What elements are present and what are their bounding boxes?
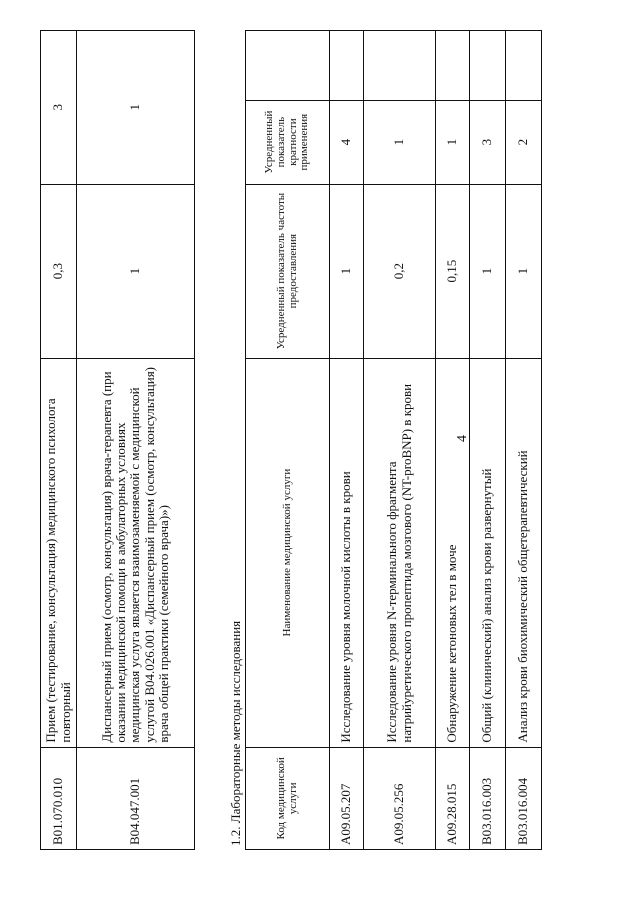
service-code: B03.016.004 bbox=[506, 747, 542, 849]
header-frequency: Усредненный показатель частоты предоставления bbox=[246, 184, 330, 358]
service-code: A09.28.015 bbox=[436, 747, 470, 849]
multiplicity-value: 1 bbox=[364, 100, 436, 184]
lab-methods-table bbox=[245, 30, 542, 850]
frequency-value: 0,3 bbox=[41, 184, 77, 358]
section-title: 1.2. Лабораторные методы исследования bbox=[228, 620, 243, 846]
page-number: 4 bbox=[455, 435, 470, 442]
service-name: Анализ крови биохимический общетерапевтический bbox=[506, 358, 542, 747]
frequency-value: 0,15 bbox=[436, 184, 470, 358]
frequency-value: 0,2 bbox=[364, 184, 436, 358]
header-name: Наименование медицинской услуги bbox=[246, 358, 330, 747]
service-name: Исследование уровня молочной кислоты в крови bbox=[330, 358, 364, 747]
multiplicity-value: 3 bbox=[470, 100, 506, 184]
service-code: A09.05.207 bbox=[330, 747, 364, 849]
service-name: Диспансерный прием (осмотр, консультация) врача-терапевта (при оказании медицинской помощи в амбулаторных условиях медицинская услуга является взаимозаменяемой с медицинской услугой B04.026.001 «Диспансерный прием (осмотр, консультация) врача общей практики (семейного врача)») bbox=[77, 358, 195, 747]
blank-column bbox=[246, 31, 330, 101]
service-name: Общий (клинический) анализ крови развернутый bbox=[470, 358, 506, 747]
service-code: A09.05.256 bbox=[364, 747, 436, 849]
multiplicity-value: 4 bbox=[330, 100, 364, 184]
table-row bbox=[41, 31, 77, 850]
services-table-continued bbox=[40, 30, 195, 850]
table-row bbox=[470, 31, 506, 850]
multiplicity-value: 3 bbox=[41, 31, 77, 185]
table-row bbox=[77, 31, 195, 850]
service-name: Прием (тестирование, консультация) медицинского психолога повторный bbox=[41, 358, 77, 747]
table-row bbox=[364, 31, 436, 850]
service-code: B03.016.003 bbox=[470, 747, 506, 849]
rotated-sheet bbox=[40, 10, 610, 860]
table-header-row bbox=[246, 31, 330, 850]
table-row bbox=[330, 31, 364, 850]
frequency-value: 1 bbox=[330, 184, 364, 358]
header-code: Код медицинской услуги bbox=[246, 747, 330, 849]
frequency-value: 1 bbox=[470, 184, 506, 358]
frequency-value: 1 bbox=[506, 184, 542, 358]
service-code: B04.047.001 bbox=[77, 747, 195, 849]
service-name: Обнаружение кетоновых тел в моче bbox=[436, 358, 470, 747]
header-multiplicity: Усредненный показатель кратности применения bbox=[246, 100, 330, 184]
frequency-value: 1 bbox=[77, 184, 195, 358]
multiplicity-value: 1 bbox=[77, 31, 195, 185]
service-code: B01.070.010 bbox=[41, 747, 77, 849]
multiplicity-value: 1 bbox=[436, 100, 470, 184]
table-row bbox=[506, 31, 542, 850]
service-name: Исследование уровня N-терминального фрагмента натрийуретического пропептида мозгового (NT-proBNP) в крови bbox=[364, 358, 436, 747]
multiplicity-value: 2 bbox=[506, 100, 542, 184]
